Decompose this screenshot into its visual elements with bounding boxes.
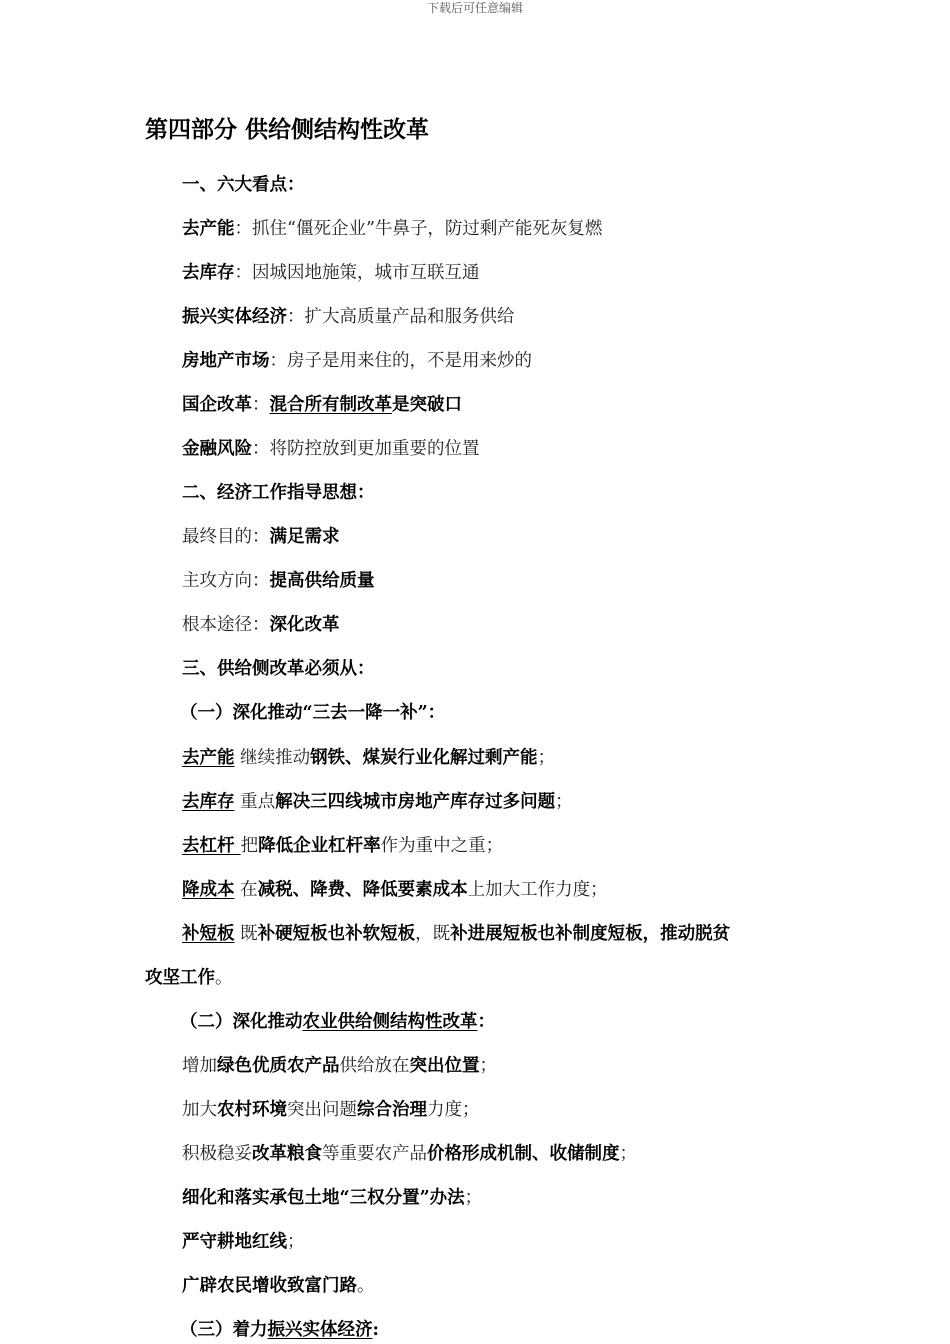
item-text: 房子是用来住的，不是用来炒的	[287, 351, 532, 371]
item-value: 满足需求	[269, 527, 340, 547]
section-1-heading: 一、六大看点：	[182, 175, 305, 195]
item-bold-text: 减税、降费、降低要素成本	[257, 880, 468, 900]
section-3-heading: 三、供给侧改革必须从：	[182, 659, 375, 679]
item-text: 抓住“僵死企业”牛鼻子，防过剩产能死灰复燃	[252, 219, 603, 239]
s1-item-real-economy	[182, 304, 515, 330]
item-bold-text: 广辟农民增收致富门路	[182, 1276, 357, 1296]
item-label: 补短板	[182, 924, 235, 944]
item-text: 既	[234, 924, 258, 944]
item-bold-text: 价格形成机制、收储制度	[427, 1144, 620, 1164]
item-underlined-text: 混合所有制改革	[269, 395, 392, 415]
subsection-1-heading: （一）深化推动“三去一降一补”：	[180, 703, 446, 723]
s1-item-overcapacity	[182, 216, 602, 242]
item-text: 继续推动	[234, 748, 311, 768]
sub1-item-costs	[182, 877, 608, 903]
item-text: ；	[619, 1144, 637, 1164]
item-text: 等重要农产品	[322, 1144, 427, 1164]
item-text: 因城因地施策，城市互联互通	[252, 263, 480, 283]
item-text: 加大	[182, 1100, 217, 1120]
item-label: 房地产市场	[182, 351, 270, 371]
item-separator: ：	[252, 439, 270, 459]
heading-underlined-text: 农业供给侧结构性改革	[302, 1012, 478, 1032]
section-2-heading: 二、经济工作指导思想：	[182, 483, 375, 503]
item-label: 去库存	[182, 263, 235, 283]
subsection-2-heading	[180, 1009, 495, 1035]
item-separator: ：	[234, 263, 252, 283]
s2-item-direction	[182, 568, 375, 594]
item-text: 作为重中之重；	[380, 836, 504, 856]
item-separator: ：	[287, 307, 305, 327]
item-label: 最终目的：	[182, 527, 270, 547]
item-bold-text: 农村环境	[217, 1100, 287, 1120]
sub2-item-farmland	[182, 1229, 305, 1255]
item-bold-text: 细化和落实承包土地“三权分置”办法	[182, 1188, 465, 1208]
sub2-item-green-products	[182, 1053, 497, 1079]
item-text: 重点	[234, 792, 276, 812]
heading-text: :	[372, 1320, 379, 1340]
item-text: ；	[555, 792, 573, 812]
item-value: 提高供给质量	[269, 571, 375, 591]
s2-item-approach	[182, 612, 340, 638]
item-value: 深化改革	[269, 615, 340, 635]
item-bold-text: 绿色优质农产品	[217, 1056, 340, 1076]
item-bold-text: 严守耕地红线	[182, 1232, 287, 1252]
item-text: 上加大工作力度；	[467, 880, 608, 900]
s1-item-financial-risk	[182, 436, 480, 462]
item-separator: ：	[269, 351, 287, 371]
item-bold-text: 突出位置	[409, 1056, 480, 1076]
s1-item-inventory	[182, 260, 480, 286]
item-label: 去库存	[182, 792, 235, 812]
item-label: 去产能	[182, 748, 235, 768]
item-label: 金融风险	[182, 439, 252, 459]
item-text: 。	[215, 968, 233, 988]
sub1-item-shortboards-continued	[145, 965, 233, 991]
item-label: 去产能	[182, 219, 235, 239]
item-text: 突出问题	[287, 1100, 357, 1120]
item-label: 去杠杆	[182, 836, 241, 856]
sub1-item-leverage	[182, 833, 503, 859]
item-bold-text: 解决三四线城市房地产库存过多问题	[275, 792, 556, 812]
item-label: 主攻方向：	[182, 571, 270, 591]
item-text: 供给放在	[339, 1056, 410, 1076]
item-label: 降成本	[182, 880, 235, 900]
item-text: 扩大高质量产品和服务供给	[304, 307, 515, 327]
item-label: 振兴实体经济	[182, 307, 287, 327]
item-text: ；	[479, 1056, 497, 1076]
item-bold-text: 改革粮食	[252, 1144, 322, 1164]
item-text: 力度；	[427, 1100, 480, 1120]
item-text: 积极稳妥	[182, 1144, 252, 1164]
item-text: 将防控放到更加重要的位置	[269, 439, 480, 459]
item-text: 在	[234, 880, 258, 900]
sub1-item-inventory	[182, 789, 573, 815]
sub2-item-farmer-income	[182, 1273, 375, 1299]
item-text: 把	[240, 836, 259, 856]
sub2-item-land-rights	[182, 1185, 482, 1211]
item-bold-text: 钢铁、煤炭行业化解过剩产能	[310, 748, 538, 768]
item-bold-text: 降低企业杠杆率	[258, 836, 381, 856]
heading-text: （二）深化推动	[180, 1012, 303, 1032]
item-separator: ：	[234, 219, 252, 239]
item-bold-text: 综合治理	[357, 1100, 427, 1120]
page-header-note: 下载后可任意编辑	[426, 1, 523, 15]
item-text: 增加	[182, 1056, 217, 1076]
item-text: ；	[464, 1188, 483, 1208]
subsection-3-heading	[180, 1317, 379, 1343]
item-text: ；	[537, 748, 556, 768]
sub1-item-overcapacity	[182, 745, 555, 771]
sub1-item-shortboards	[182, 921, 730, 947]
heading-underlined-text: 振兴实体经济	[267, 1320, 373, 1340]
item-bold-text: 补硬短板也补软短板	[257, 924, 416, 944]
item-label: 国企改革	[182, 395, 252, 415]
item-bold-text: 补进展短板也补制度短板，推动脱贫	[450, 924, 731, 944]
item-separator: ：	[252, 395, 270, 415]
s1-item-soe-reform	[182, 392, 462, 418]
item-bold-text: 攻坚工作	[145, 968, 215, 988]
heading-text: （三）着力	[180, 1320, 268, 1340]
sub2-item-rural-environment	[182, 1097, 480, 1123]
s1-item-real-estate	[182, 348, 532, 374]
s2-item-goal	[182, 524, 340, 550]
item-text: ；	[287, 1232, 305, 1252]
item-text: 。	[357, 1276, 375, 1296]
item-text: ，既	[415, 924, 451, 944]
item-label: 根本途径：	[182, 615, 270, 635]
heading-text: ：	[477, 1012, 495, 1032]
document-title: 第四部分 供给侧结构性改革	[145, 116, 430, 143]
item-text: 是突破口	[392, 395, 462, 415]
sub2-item-grain-reform	[182, 1141, 637, 1167]
